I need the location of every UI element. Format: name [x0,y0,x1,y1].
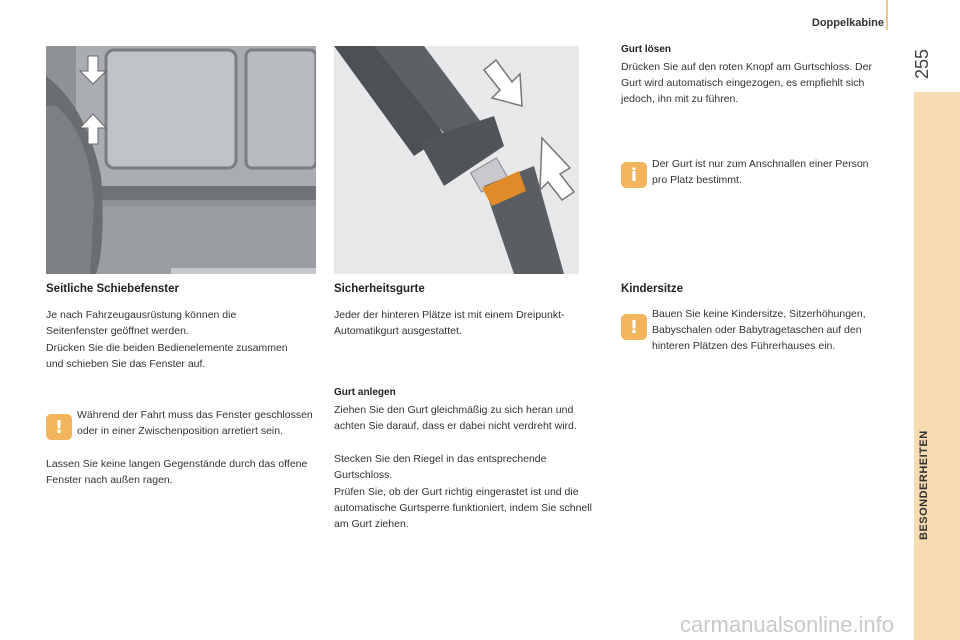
release-info-text: Der Gurt ist nur zum Anschnallen einer Person pro Platz bestimmt. [652,158,869,186]
seatbelt-photo [334,46,579,274]
subheading-release: Gurt lösen [621,44,672,55]
seatbelts-paragraph-1: Jeder der hinteren Plätze ist mit einem Dreipunkt-Automatikgurt ausgestattet. [334,309,565,337]
watermark: carmanualsonline.info [680,612,895,637]
section-heading-seatbelts: Sicherheitsgurte [334,283,425,295]
page-number: 255 [912,48,932,80]
info-icon: i [621,162,647,188]
windows-warning-text: Während der Fahrt muss das Fenster geschlossen oder in einer Zwischenposition arretiert sein. [77,409,313,437]
section-heading-child-seats: Kindersitze [621,283,683,295]
release-paragraph: Drücken Sie auf den roten Knopf am Gurtschloss. Der Gurt wird automatisch eingezogen, es empfiehlt sich jedoch, ihn mit zu führen. [621,61,872,105]
child-seat-warning-text: Bauen Sie keine Kindersitze, Sitzerhöhungen, Babyschalen oder Babytragetaschen auf den hinteren Plätzen des Führerhauses ein. [652,308,866,352]
windows-paragraph-2: Drücken Sie die beiden Bedienelemente zusammen und schieben Sie das Fenster auf. [46,342,288,370]
windows-paragraph-1: Je nach Fahrzeugausrüstung können die Seitenfenster geöffnet werden. [46,309,237,337]
page-header-title: Doppelkabine [811,17,884,29]
fasten-paragraph-3: Prüfen Sie, ob der Gurt richtig eingerastet ist und die automatische Gurtsperre funktioniert, indem Sie schnell am Gurt ziehen. [334,486,592,530]
warning-icon: ! [46,414,72,440]
fasten-paragraph-1: Ziehen Sie den Gurt gleichmäßig zu sich heran und achten Sie darauf, dass er dabei nicht verdreht wird. [334,404,577,432]
subheading-fasten: Gurt anlegen [334,387,396,398]
sliding-window-photo [46,46,316,274]
side-tab [914,92,960,640]
fasten-paragraph-2: Stecken Sie den Riegel in das entsprechende Gurtschloss. [334,453,547,481]
section-heading-windows: Seitliche Schiebefenster [46,283,179,295]
child-seat-warning-icon: ! [621,314,647,340]
windows-paragraph-3: Lassen Sie keine langen Gegenstände durch das offene Fenster nach außen ragen. [46,458,308,486]
header-rule [886,0,888,30]
side-tab-label: BESONDERHEITEN [918,430,930,540]
